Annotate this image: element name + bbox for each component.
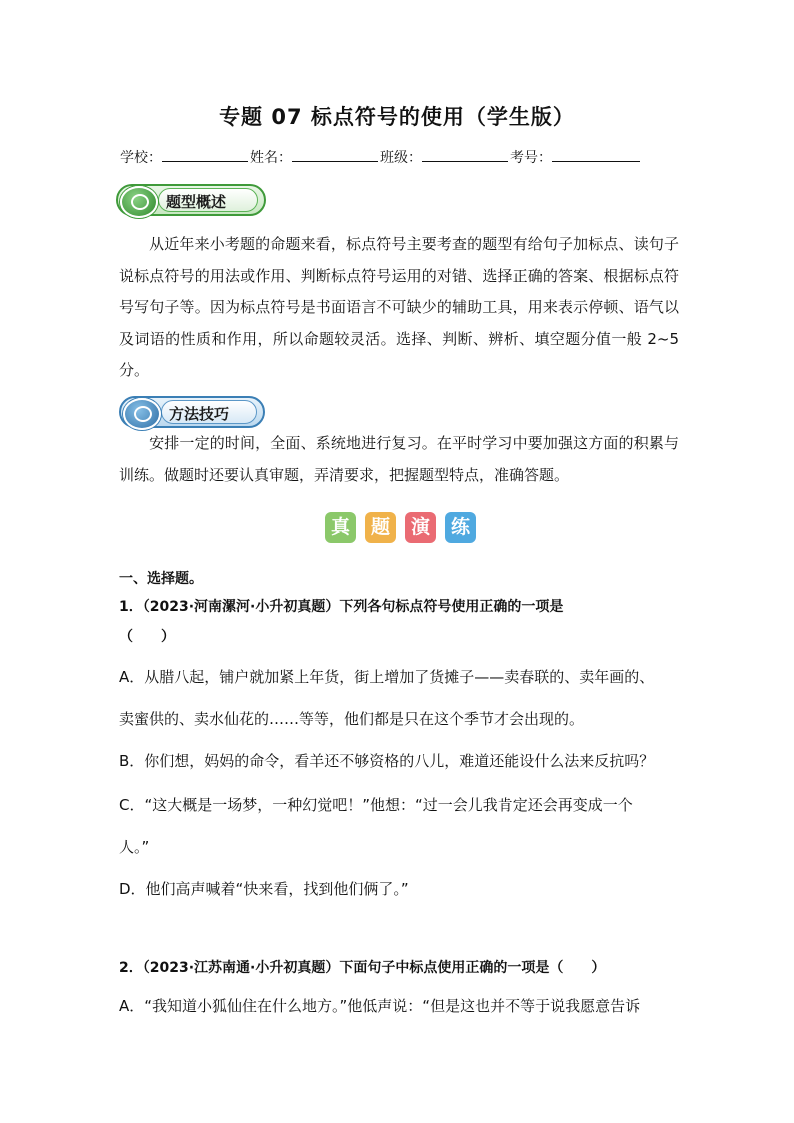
- name-label: 姓名：: [250, 150, 292, 166]
- question-1-stem: [119, 592, 679, 652]
- overview-paragraph: [119, 229, 679, 387]
- banner-tile: 题: [365, 512, 396, 543]
- question-1-answer-blank: （ ）: [119, 629, 175, 645]
- question-1-stem-line: 1．（2023·河南漯河·小升初真题）下列各句标点符号使用正确的一项是: [119, 599, 564, 615]
- q1-option-b: B．你们想，妈妈的命令，看羊还不够资格的八儿，难道还能设什么法来反抗吗？: [119, 752, 655, 770]
- q1-option-a-line2: 卖蜜供的、卖水仙花的……等等，他们都是只在这个季节才会出现的。: [119, 710, 585, 728]
- section-badge-label: 题型概述: [166, 193, 227, 211]
- part-heading: 一、选择题。: [119, 571, 203, 587]
- speech-bubble-icon: [123, 398, 161, 430]
- class-field[interactable]: [422, 146, 508, 162]
- method-text: 安排一定的时间，全面、系统地进行复习。在平时学习中要加强这方面的积累与训练。做题时还要认真审题，弄清要求，把握题型特点，准确答题。: [119, 434, 679, 484]
- banner-tile: 练: [445, 512, 476, 543]
- student-info-line: [120, 146, 642, 167]
- method-paragraph: [119, 428, 679, 491]
- school-field[interactable]: [162, 146, 248, 162]
- class-label: 班级：: [380, 150, 422, 166]
- banner-tile: 演: [405, 512, 436, 543]
- name-field[interactable]: [292, 146, 378, 162]
- q1-option-a-line1: A．从腊八起，铺户就加紧上年货，街上增加了货摊子——卖春联的、卖年画的、: [119, 668, 655, 686]
- section-badge-overview: [116, 184, 266, 216]
- q2-option-a-line1: A．“我知道小狐仙住在什么地方。”他低声说：“但是这也并不等于说我愿意告诉: [119, 997, 641, 1015]
- exam-number-label: 考号：: [510, 150, 552, 166]
- question-2-stem: 2．（2023·江苏南通·小升初真题）下面句子中标点使用正确的一项是（ ）: [119, 960, 606, 976]
- school-label: 学校：: [120, 150, 162, 166]
- banner-tile: 真: [325, 512, 356, 543]
- overview-text: 从近年来小考题的命题来看，标点符号主要考查的题型有给句子加标点、读句子说标点符号的用法或作用、判断标点符号运用的对错、选择正确的答案、根据标点符号写句子等。因为标点符号是书面语言不可缺少的辅助工具，用来表示停顿、语气以及词语的性质和作用，所以命题较灵活。选择、判断、辨析、填空题分值一般 2~5分。: [119, 235, 679, 379]
- section-badge-label: 方法技巧: [169, 405, 230, 423]
- speech-bubble-icon: [120, 186, 158, 218]
- q1-option-c-line2: 人。”: [119, 838, 150, 856]
- q1-option-d: D．他们高声喊着“快来看，找到他们俩了。”: [119, 880, 409, 898]
- q1-option-c-line1: C．“这大概是一场梦，一种幻觉吧！”他想：“过一会儿我肯定还会再变成一个: [119, 796, 633, 814]
- section-badge-method: [119, 396, 265, 428]
- page-title: 专题 07 标点符号的使用（学生版）: [219, 105, 575, 129]
- exam-number-field[interactable]: [552, 146, 640, 162]
